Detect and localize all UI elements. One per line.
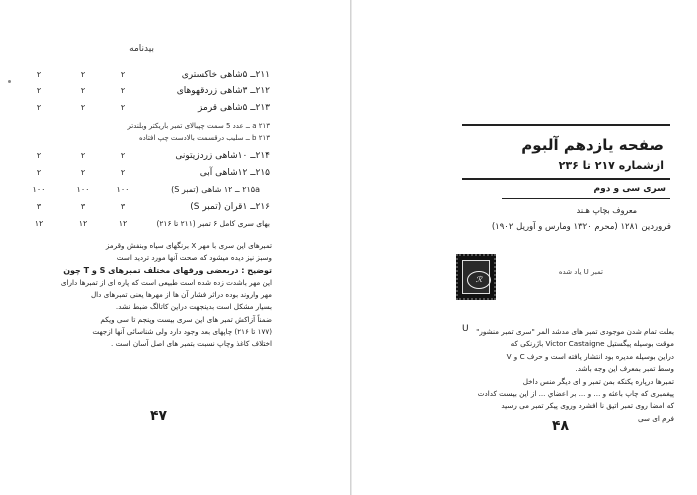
issue-date-line: فروردین ۱۲۸۱ (محرم ۱۳۲۰ ومارس و آوریل ۱۹۰۲) bbox=[491, 222, 671, 232]
catalog-row bbox=[28, 219, 270, 233]
right-page bbox=[352, 0, 697, 495]
row-label: ۲۱۱ــ ۵شاهی خاکستری bbox=[181, 70, 270, 80]
row-value: ۲ bbox=[36, 86, 42, 95]
row-label: بهای سری کامل ۶ تمبر (۲۱۱ تا ۲۱۶) bbox=[156, 219, 270, 228]
body-line: موقت بوسیله پیگستیل Victor Castaigne باژرنکی که bbox=[510, 339, 674, 349]
row-label: ۲۱۶ــ ۱قران (تمبر S) bbox=[190, 202, 270, 212]
body-line: تمبرها درپاره یکنکه بمن تمبر و ای دیگر منس داخل bbox=[522, 376, 674, 386]
row-value: ۱۲ bbox=[78, 219, 88, 228]
row-value: ۱۰۰ bbox=[116, 185, 130, 194]
paragraph-line: ضمناً آزاکش تمبر های این سری بیست وپنجم تا سی ویکم bbox=[100, 314, 272, 324]
row-value: ۲ bbox=[36, 168, 42, 177]
row-value: ۲ bbox=[36, 70, 42, 79]
catalog-row bbox=[28, 185, 270, 199]
page-number: ۴۸ bbox=[552, 418, 570, 434]
row-value: ۳ bbox=[36, 202, 42, 211]
row-value: ۲ bbox=[120, 70, 126, 79]
series-heading bbox=[502, 184, 670, 199]
known-as-line: معروف بچاپ هـند bbox=[576, 206, 637, 215]
stamp-monogram-icon: ℛ bbox=[467, 271, 491, 289]
running-head: بيدنامه bbox=[129, 44, 154, 54]
paragraph-line: وسبز نیز دیده میشود که صحت آنها مورد تردید است bbox=[116, 253, 272, 263]
row-value: ۲ bbox=[120, 103, 126, 112]
row-value: ۱۰۰ bbox=[76, 185, 90, 194]
body-line: فرم ای سی bbox=[637, 413, 674, 423]
row-value: ۲ bbox=[80, 86, 86, 95]
row-value: ۲ bbox=[120, 151, 126, 160]
stamp-caption: تمبر U یاد شده bbox=[558, 268, 603, 276]
scan-speck bbox=[8, 80, 11, 83]
stamp-frame bbox=[462, 260, 490, 294]
paragraph-line: مهر واروند بوده دراثر فشار آن ها از مهرها یعنی تمبرهای دال bbox=[90, 290, 272, 300]
body-line: دراین بوسیله مدیره بود انتشار یافته است و حرف C و V bbox=[506, 351, 674, 361]
body-paragraph bbox=[460, 326, 674, 425]
row-value: ۲ bbox=[120, 86, 126, 95]
row-value: ۳ bbox=[120, 202, 126, 211]
row-value: ۳ bbox=[80, 202, 86, 211]
row-label: ۲۱۵ــ ۱۲شاهی آبی bbox=[199, 168, 270, 178]
catalog-row bbox=[28, 151, 270, 165]
album-title-box bbox=[462, 124, 670, 180]
row-value: ۲ bbox=[80, 151, 86, 160]
row-label: ۲۱۲ــ ۳شاهی زردقهوهای bbox=[176, 86, 270, 96]
series-title: سری سی و دوم bbox=[593, 184, 666, 194]
body-line: پیغمبری که چاپ باعثه و ... و ... بر اعضاي ... از این بیست کدادت bbox=[477, 389, 674, 399]
row-value: ۱۰۰ bbox=[32, 185, 46, 194]
body-line: که امضا روی تمبر اتیق نا افشرد وروی پیکر تمبر می رسید bbox=[501, 401, 674, 411]
body-line: بعلت تمام شدن موجودی تمبر های مدشد المر "سری تمبر منشور" bbox=[476, 327, 674, 336]
paragraph-line: اختلاف کاغذ وچاپ نسبت بتمبر های اصل آسان است . bbox=[110, 339, 272, 349]
row-label: ۲۱۵a ــ ۱۲ شاهی (تمبر S) bbox=[171, 185, 260, 194]
album-number-range: ازشماره ۲۱۷ تا ۲۳۶ bbox=[558, 159, 664, 172]
catalog-row bbox=[28, 70, 270, 84]
notes-paragraph bbox=[22, 240, 272, 351]
variant-note: ۲۱۳ b ــ سلیب درقسمت بالادست چپ افتاده bbox=[138, 134, 270, 142]
variant-note: ۲۱۳ a ــ عدد 5 سمت چپبالای تمبر باریکتر وبلندتر bbox=[127, 122, 270, 130]
row-value: ۲ bbox=[120, 168, 126, 177]
row-label: ۲۱۴ــ ۱۰شاهی زردزیتونی bbox=[175, 151, 270, 161]
paragraph-line: تمبرهای این سری با مهر X برنگهای سیاه وبنفش وقرمز bbox=[105, 241, 272, 250]
row-value: ۲ bbox=[36, 151, 42, 160]
paragraph-line: این مهر باشدت زده شده است طبیعی است که پاره ای از تمبرها دارای bbox=[60, 277, 272, 287]
catalog-row bbox=[28, 202, 270, 216]
paragraph-line: (۱۷۷ تا ۲۱۶) چاپهای بعد وجود دارد ولی شناسائی آنها ازجهت bbox=[92, 327, 272, 337]
paragraph-line: توضیح : دربعضی ورقهای مختلف تمبرهای S و T چون bbox=[63, 265, 272, 275]
body-line: وسط تمبر بمعرف این وجه باشد. bbox=[575, 364, 674, 374]
row-value: ۲ bbox=[80, 168, 86, 177]
row-value: ۱۲ bbox=[34, 219, 44, 228]
catalog-row bbox=[28, 103, 270, 117]
row-value: ۲ bbox=[80, 103, 86, 112]
drop-initial: U bbox=[462, 324, 469, 334]
paragraph-line: بسیار مشکل است بدینجهت دراین کاتالگ ضبط نشد. bbox=[115, 302, 272, 312]
catalog-row bbox=[28, 168, 270, 182]
row-label: ۲۱۳ــ ۵شاهی قرمز bbox=[198, 103, 270, 113]
catalog-row bbox=[28, 86, 270, 100]
stamp-image bbox=[456, 254, 496, 300]
row-value: ۲ bbox=[80, 70, 86, 79]
row-value: ۱۲ bbox=[118, 219, 128, 228]
album-page-title: صفحه یازدهم آلبوم bbox=[521, 136, 664, 154]
page-number: ۴۷ bbox=[150, 408, 168, 424]
row-value: ۲ bbox=[36, 103, 42, 112]
